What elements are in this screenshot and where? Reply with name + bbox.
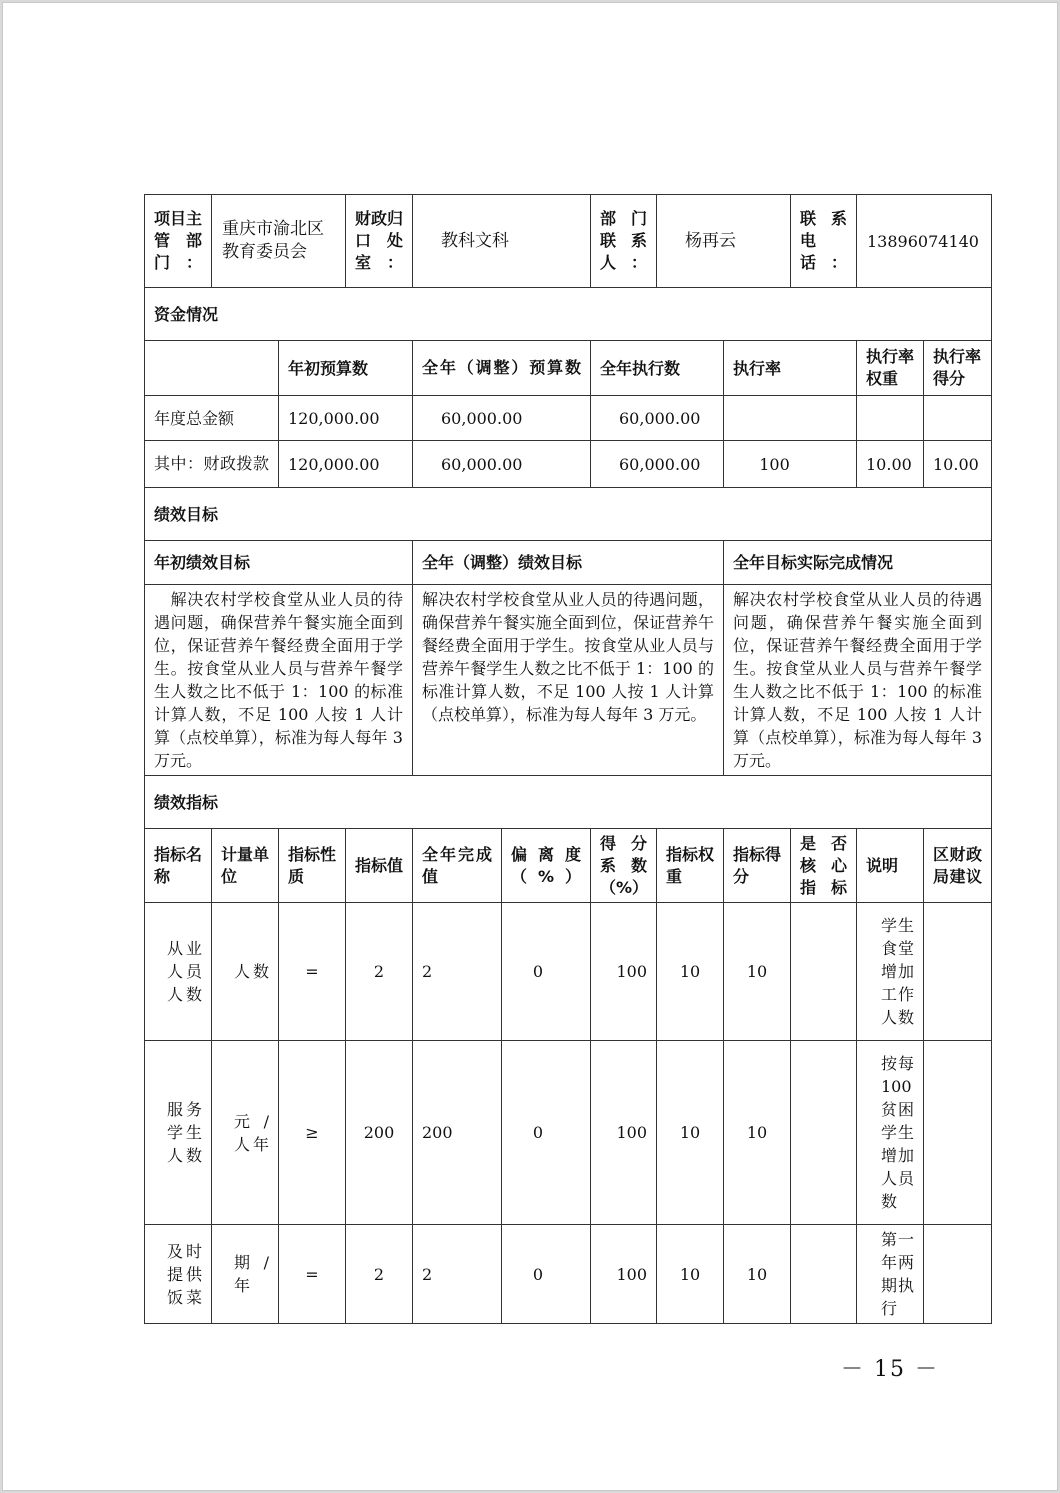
goals-text-actual: 解决农村学校食堂从业人员的待遇问题，确保营养午餐实施全面到位，保证营养午餐经费全面用于学生。按食堂从业人员与营养午餐学生人数之比不低于 1：100 的标准计算人数，不足 100 人按 1 人计算（点校单算），标准为每人每年 3 万元。 [724, 585, 992, 776]
ind-col-unit: 计量单位 [212, 829, 279, 903]
ind-col-deviation: 偏离度（%） [502, 829, 591, 903]
funds-cell: 10.00 [924, 441, 992, 488]
goals-section-row [145, 488, 992, 541]
ind-col-value: 指标值 [346, 829, 413, 903]
ind-deviation: 0 [502, 903, 591, 1041]
goals-header-row [145, 541, 992, 585]
ind-unit: 人数 [212, 903, 279, 1041]
ind-score: 10 [724, 903, 791, 1041]
ind-nature: = [279, 903, 346, 1041]
header-row [145, 195, 992, 288]
funds-cell: 60,000.00 [413, 396, 591, 441]
funds-cell [857, 396, 924, 441]
ind-col-note: 说明 [857, 829, 924, 903]
ind-coef: 100 [591, 903, 657, 1041]
funds-col-initial: 年初预算数 [279, 341, 413, 396]
funds-row-label: 年度总金额 [145, 396, 279, 441]
goals-col-adjusted: 全年（调整）绩效目标 [413, 541, 724, 585]
ind-note: 学生食堂增加工作人数 [857, 903, 924, 1041]
ind-note: 第一年两期执行 [857, 1225, 924, 1324]
ind-name: 从业人员人数 [145, 903, 212, 1041]
phone-label: 联系电话： [791, 195, 857, 288]
ind-coef: 100 [591, 1041, 657, 1225]
ind-completed: 200 [413, 1041, 502, 1225]
contact-value: 杨再云 [657, 195, 791, 288]
goals-section-title: 绩效目标 [145, 488, 992, 541]
ind-col-score: 指标得分 [724, 829, 791, 903]
ind-name: 服务学生人数 [145, 1041, 212, 1225]
ind-advice [924, 1041, 992, 1225]
ind-core [791, 1041, 857, 1225]
ind-completed: 2 [413, 1225, 502, 1324]
funds-cell [924, 396, 992, 441]
funds-col-weight: 执行率权重 [857, 341, 924, 396]
funds-cell: 100 [724, 441, 857, 488]
ind-advice [924, 1225, 992, 1324]
funds-cell: 10.00 [857, 441, 924, 488]
ind-col-name: 指标名称 [145, 829, 212, 903]
funds-col-rate: 执行率 [724, 341, 857, 396]
goals-col-initial: 年初绩效目标 [145, 541, 413, 585]
ind-col-weight: 指标权重 [657, 829, 724, 903]
page-number: － 15 － [841, 1357, 939, 1382]
ind-note: 按每100贫困学生增加人员数 [857, 1041, 924, 1225]
funds-cell: 60,000.00 [413, 441, 591, 488]
ind-deviation: 0 [502, 1041, 591, 1225]
goals-col-actual: 全年目标实际完成情况 [724, 541, 992, 585]
ind-weight: 10 [657, 1225, 724, 1324]
ind-weight: 10 [657, 1041, 724, 1225]
ind-value: 200 [346, 1041, 413, 1225]
ind-weight: 10 [657, 903, 724, 1041]
ind-col-completed: 全年完成值 [413, 829, 502, 903]
funds-col-blank [145, 341, 279, 396]
ind-unit: 元/人年 [212, 1041, 279, 1225]
ind-score: 10 [724, 1041, 791, 1225]
dept-value: 重庆市渝北区教育委员会 [212, 195, 346, 288]
finance-label: 财政归口处室： [346, 195, 413, 288]
funds-cell: 60,000.00 [591, 441, 724, 488]
ind-core [791, 903, 857, 1041]
funds-section-title: 资金情况 [145, 288, 992, 341]
ind-nature: = [279, 1225, 346, 1324]
funds-header-row [145, 341, 992, 396]
funds-cell: 120,000.00 [279, 396, 413, 441]
ind-score: 10 [724, 1225, 791, 1324]
table-row [145, 1225, 992, 1324]
phone-value: 13896074140 [857, 195, 992, 288]
goals-text-initial: 解决农村学校食堂从业人员的待遇问题，确保营养午餐实施全面到位，保证营养午餐经费全面用于学生。按食堂从业人员与营养午餐学生人数之比不低于 1：100 的标准计算人数，不足 100 人按 1 人计算（点校单算），标准为每人每年 3 万元。 [145, 585, 413, 776]
table-row [145, 903, 992, 1041]
funds-row [145, 396, 992, 441]
ind-completed: 2 [413, 903, 502, 1041]
finance-value: 教科文科 [413, 195, 591, 288]
ind-core [791, 1225, 857, 1324]
funds-col-adjusted: 全年（调整）预算数 [413, 341, 591, 396]
indicators-section-title: 绩效指标 [145, 776, 992, 829]
performance-table [144, 194, 992, 1324]
ind-col-core: 是否核心指标 [791, 829, 857, 903]
ind-col-advice: 区财政局建议 [924, 829, 992, 903]
dept-label: 项目主管部门： [145, 195, 212, 288]
contact-label: 部门联系人： [591, 195, 657, 288]
funds-col-executed: 全年执行数 [591, 341, 724, 396]
document-page [3, 3, 1057, 1490]
funds-cell: 60,000.00 [591, 396, 724, 441]
goals-text-row [145, 585, 992, 776]
ind-col-coef: 得分系数（%） [591, 829, 657, 903]
ind-col-nature: 指标性质 [279, 829, 346, 903]
ind-unit: 期/年 [212, 1225, 279, 1324]
funds-row [145, 441, 992, 488]
goals-text-adjusted: 解决农村学校食堂从业人员的待遇问题，确保营养午餐实施全面到位，保证营养午餐经费全面用于学生。按食堂从业人员与营养午餐学生人数之比不低于 1：100 的标准计算人数，不足 100 人按 1 人计算（点校单算），标准为每人每年 3 万元。 [413, 585, 724, 776]
table-row [145, 1041, 992, 1225]
ind-nature: ≥ [279, 1041, 346, 1225]
indicators-section-row [145, 776, 992, 829]
funds-cell [724, 396, 857, 441]
ind-value: 2 [346, 1225, 413, 1324]
ind-value: 2 [346, 903, 413, 1041]
funds-col-score: 执行率得分 [924, 341, 992, 396]
ind-name: 及时提供饭菜 [145, 1225, 212, 1324]
funds-cell: 120,000.00 [279, 441, 413, 488]
indicators-header-row [145, 829, 992, 903]
ind-coef: 100 [591, 1225, 657, 1324]
ind-advice [924, 903, 992, 1041]
funds-row-label: 其中：财政拨款 [145, 441, 279, 488]
funds-section-row [145, 288, 992, 341]
ind-deviation: 0 [502, 1225, 591, 1324]
